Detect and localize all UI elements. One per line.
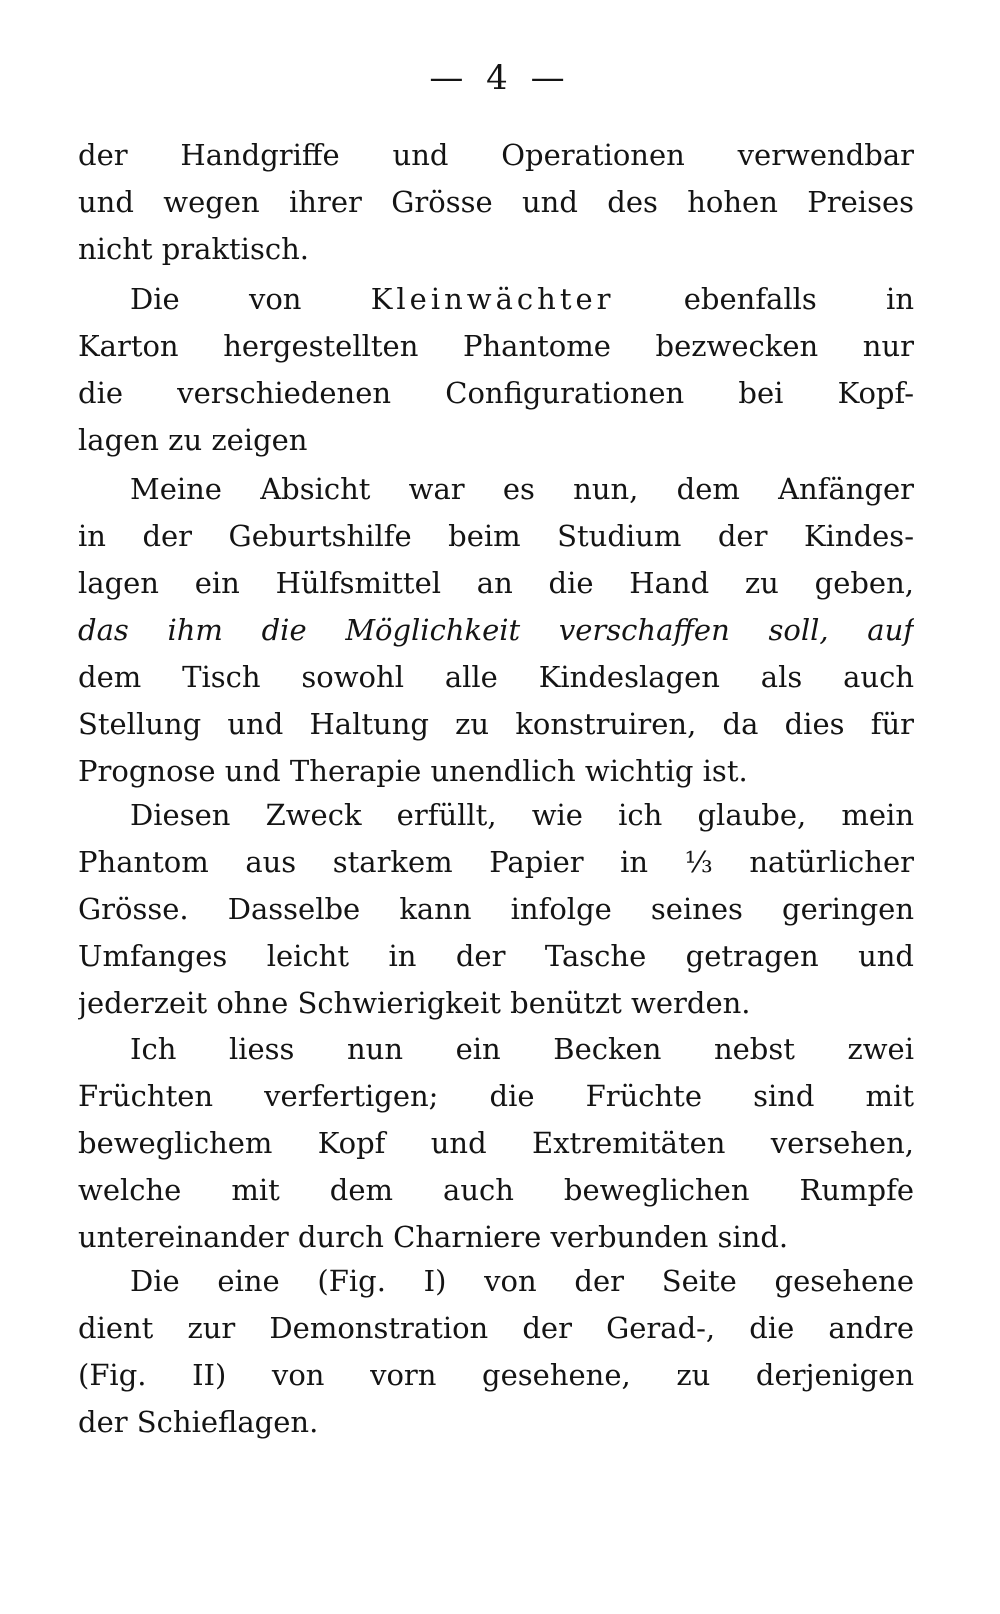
author-name: Kleinwächter xyxy=(370,282,615,316)
text-line: Karton hergestellten Phantome bezwecken nur xyxy=(78,329,914,363)
text-line: die verschiedenen Configurationen bei Kopf- xyxy=(78,376,914,410)
text-line: Die eine (Fig. I) von der Seite gesehene xyxy=(130,1264,914,1298)
text-line: Grösse. Dasselbe kann infolge seines geringen xyxy=(78,892,914,926)
paragraph-1 xyxy=(78,132,914,273)
text-fragment: ebenfalls in xyxy=(683,282,914,316)
text-line: der Schieflagen. xyxy=(78,1405,319,1439)
page-number: — 4 — xyxy=(429,58,571,98)
paragraph-3 xyxy=(78,466,914,795)
text-line: dem Tisch sowohl alle Kindeslagen als auch xyxy=(78,660,914,694)
text-line: jederzeit ohne Schwierigkeit benützt werden. xyxy=(78,986,751,1020)
text-line: und wegen ihrer Grösse und des hohen Preises xyxy=(78,185,914,219)
text-line: nicht praktisch. xyxy=(78,232,309,266)
text-line: lagen zu zeigen xyxy=(78,423,308,457)
text-line: Früchten verfertigen; die Früchte sind mit xyxy=(78,1079,914,1113)
text-line: lagen ein Hülfsmittel an die Hand zu geben, xyxy=(78,566,914,600)
text-line: in der Geburtshilfe beim Studium der Kindes- xyxy=(78,519,914,553)
paragraph-4 xyxy=(78,792,914,1027)
text-line: Umfanges leicht in der Tasche getragen und xyxy=(78,939,914,973)
text-line: Meine Absicht war es nun, dem Anfänger xyxy=(130,472,914,506)
text-line: Stellung und Haltung zu konstruiren, da dies für xyxy=(78,707,914,741)
paragraph-6 xyxy=(78,1258,914,1446)
text-line: Diesen Zweck erfüllt, wie ich glaube, mein xyxy=(130,798,914,832)
text-line: das ihm die Möglichkeit verschaffen soll, auf xyxy=(78,613,914,647)
text-line: welche mit dem auch beweglichen Rumpfe xyxy=(78,1173,914,1207)
text-line: Prognose und Therapie unendlich wichtig ist. xyxy=(78,754,748,788)
paragraph-5 xyxy=(78,1026,914,1261)
text-line: (Fig. II) von vorn gesehene, zu derjenigen xyxy=(78,1358,914,1392)
text-fragment: Die von xyxy=(130,282,302,316)
text-line: Ich liess nun ein Becken nebst zwei xyxy=(130,1032,914,1066)
text-line xyxy=(78,276,914,323)
text-line: beweglichem Kopf und Extremitäten versehen, xyxy=(78,1126,914,1160)
text-line: Phantom aus starkem Papier in ⅓ natürlicher xyxy=(78,845,914,879)
text-line: untereinander durch Charniere verbunden sind. xyxy=(78,1220,789,1254)
paragraph-2 xyxy=(78,276,914,464)
text-line: dient zur Demonstration der Gerad-, die andre xyxy=(78,1311,914,1345)
text-line: der Handgriffe und Operationen verwendbar xyxy=(78,138,914,172)
